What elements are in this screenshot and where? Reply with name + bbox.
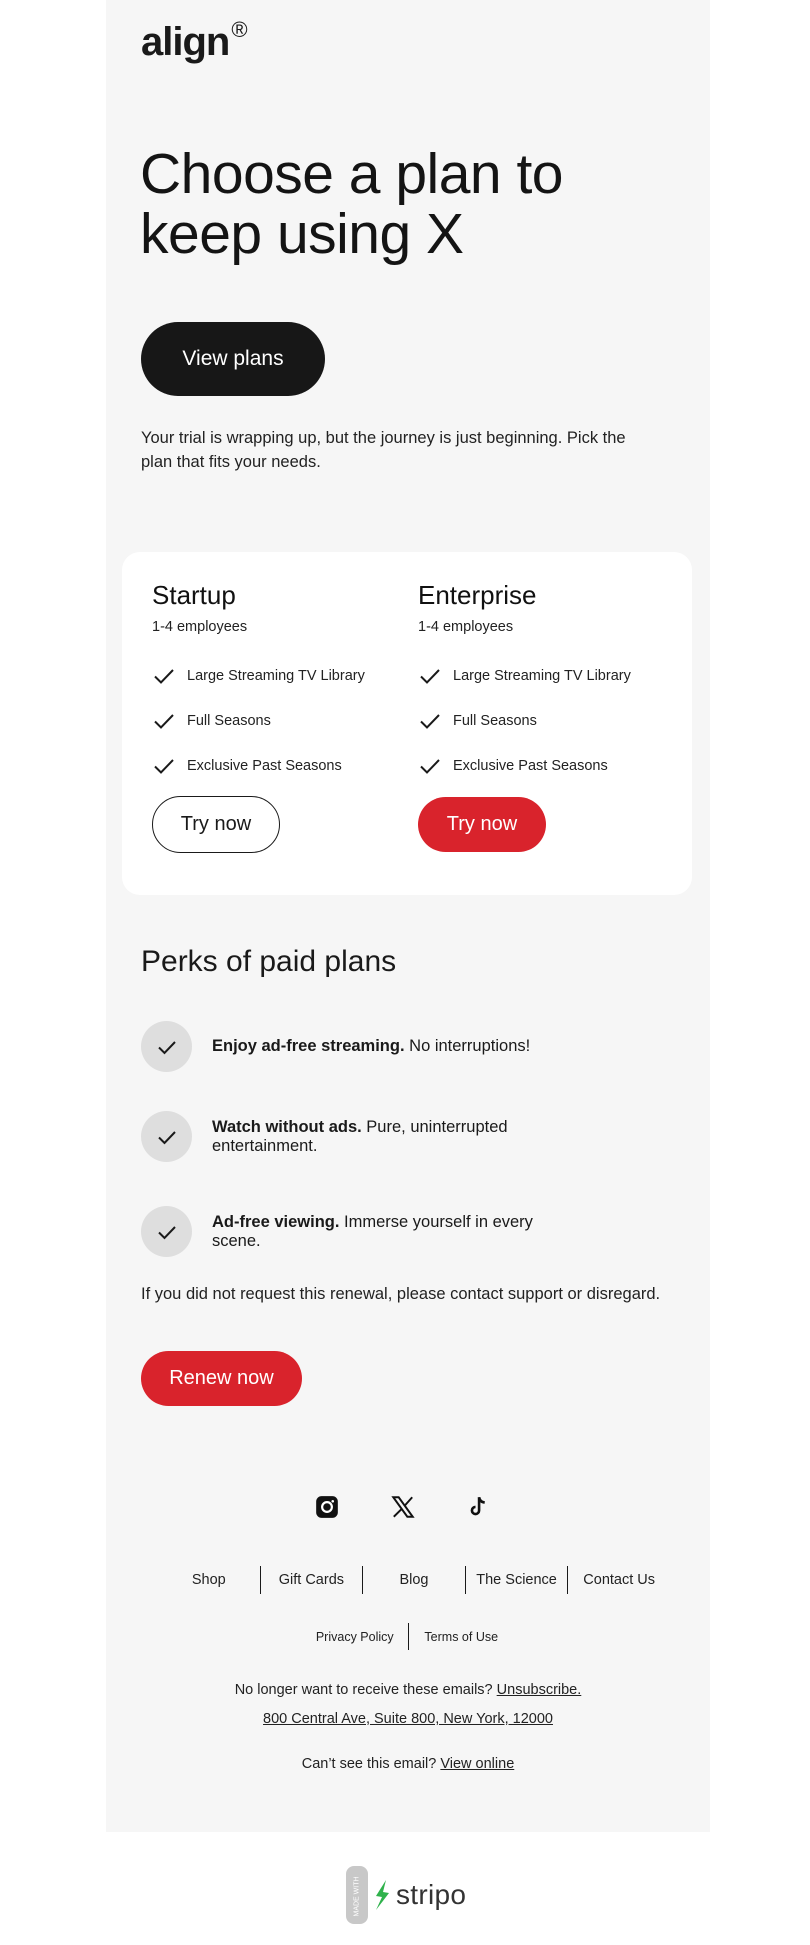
terms-of-use-link[interactable]: Terms of Use <box>408 1623 515 1650</box>
checkmark-icon <box>418 709 442 733</box>
plan-startup <box>152 580 392 853</box>
unsubscribe-link[interactable]: Unsubscribe. <box>496 1682 582 1698</box>
plan-enterprise <box>418 580 658 852</box>
perk-text: Enjoy ad-free streaming. No interruptions! <box>212 1037 531 1055</box>
renewal-notice: If you did not request this renewal, please contact support or disregard. <box>141 1285 661 1303</box>
plan-feature: Exclusive Past Seasons <box>418 743 658 788</box>
x-icon[interactable] <box>389 1493 417 1521</box>
legal-nav <box>302 1623 514 1650</box>
checkmark-icon <box>155 1035 179 1059</box>
checkmark-icon <box>152 709 176 733</box>
plan-feature: Large Streaming TV Library <box>418 653 658 698</box>
perk-check-badge <box>141 1206 192 1257</box>
footer-link-shop[interactable]: Shop <box>191 1572 226 1588</box>
footer-link-contact-us[interactable]: Contact Us <box>567 1566 670 1594</box>
stripo-badge-link[interactable] <box>346 1866 466 1924</box>
view-plans-button[interactable]: View plans <box>141 322 325 396</box>
instagram-icon[interactable] <box>313 1493 341 1521</box>
privacy-policy-link[interactable]: Privacy Policy <box>315 1629 394 1644</box>
hero-title: Choose a plan to keep using X <box>140 142 563 266</box>
plans-card <box>122 552 692 895</box>
plan-name: Startup <box>152 580 236 610</box>
view-online-line: Can’t see this email? View online <box>301 1756 515 1772</box>
plan-feature: Full Seasons <box>152 698 392 743</box>
renew-now-button[interactable]: Renew now <box>141 1351 302 1406</box>
hero-body-text: Your trial is wrapping up, but the journey is just beginning. Pick the plan that fits your needs. <box>141 429 626 471</box>
address-link[interactable]: 800 Central Ave, Suite 800, New York, 12000 <box>263 1711 553 1727</box>
stripo-leaf-icon <box>372 1878 392 1912</box>
brand-logo[interactable]: align® <box>141 16 247 64</box>
try-now-button-enterprise[interactable]: Try now <box>418 797 546 852</box>
plan-feature: Full Seasons <box>418 698 658 743</box>
perk-item <box>141 1111 561 1162</box>
footer-link-blog[interactable]: Blog <box>362 1566 465 1594</box>
perk-check-badge <box>141 1021 192 1072</box>
try-now-button-startup[interactable]: Try now <box>152 796 280 853</box>
plan-name: Enterprise <box>418 580 537 610</box>
address-line <box>106 1711 710 1727</box>
plan-subtitle: 1-4 employees <box>152 619 248 635</box>
footer-link-gift-cards[interactable]: Gift Cards <box>260 1566 363 1594</box>
plan-feature: Large Streaming TV Library <box>152 653 392 698</box>
email-container <box>106 0 710 1832</box>
perks-title: Perks of paid plans <box>141 945 397 978</box>
plan-subtitle: 1-4 employees <box>418 619 514 635</box>
checkmark-icon <box>152 664 176 688</box>
perk-text: Watch without ads. Pure, uninterrupted entertainment. <box>212 1117 508 1155</box>
perk-item <box>141 1206 561 1257</box>
unsubscribe-line: No longer want to receive these emails? Unsubscribe. <box>234 1682 582 1698</box>
made-with-badge: MADE WITH <box>346 1866 368 1924</box>
plan-feature: Exclusive Past Seasons <box>152 743 392 788</box>
tiktok-icon[interactable] <box>464 1493 492 1521</box>
checkmark-icon <box>418 754 442 778</box>
checkmark-icon <box>155 1125 179 1149</box>
view-online-link[interactable]: View online <box>440 1756 515 1772</box>
perk-check-badge <box>141 1111 192 1162</box>
perk-item <box>141 1021 561 1072</box>
perk-text: Ad-free viewing. Immerse yourself in every scene. <box>212 1212 533 1250</box>
footer-nav <box>158 1566 670 1594</box>
footer-link-the-science[interactable]: The Science <box>465 1566 568 1594</box>
checkmark-icon <box>155 1220 179 1244</box>
checkmark-icon <box>152 754 176 778</box>
stripo-wordmark: stripo <box>396 1879 467 1910</box>
checkmark-icon <box>418 664 442 688</box>
